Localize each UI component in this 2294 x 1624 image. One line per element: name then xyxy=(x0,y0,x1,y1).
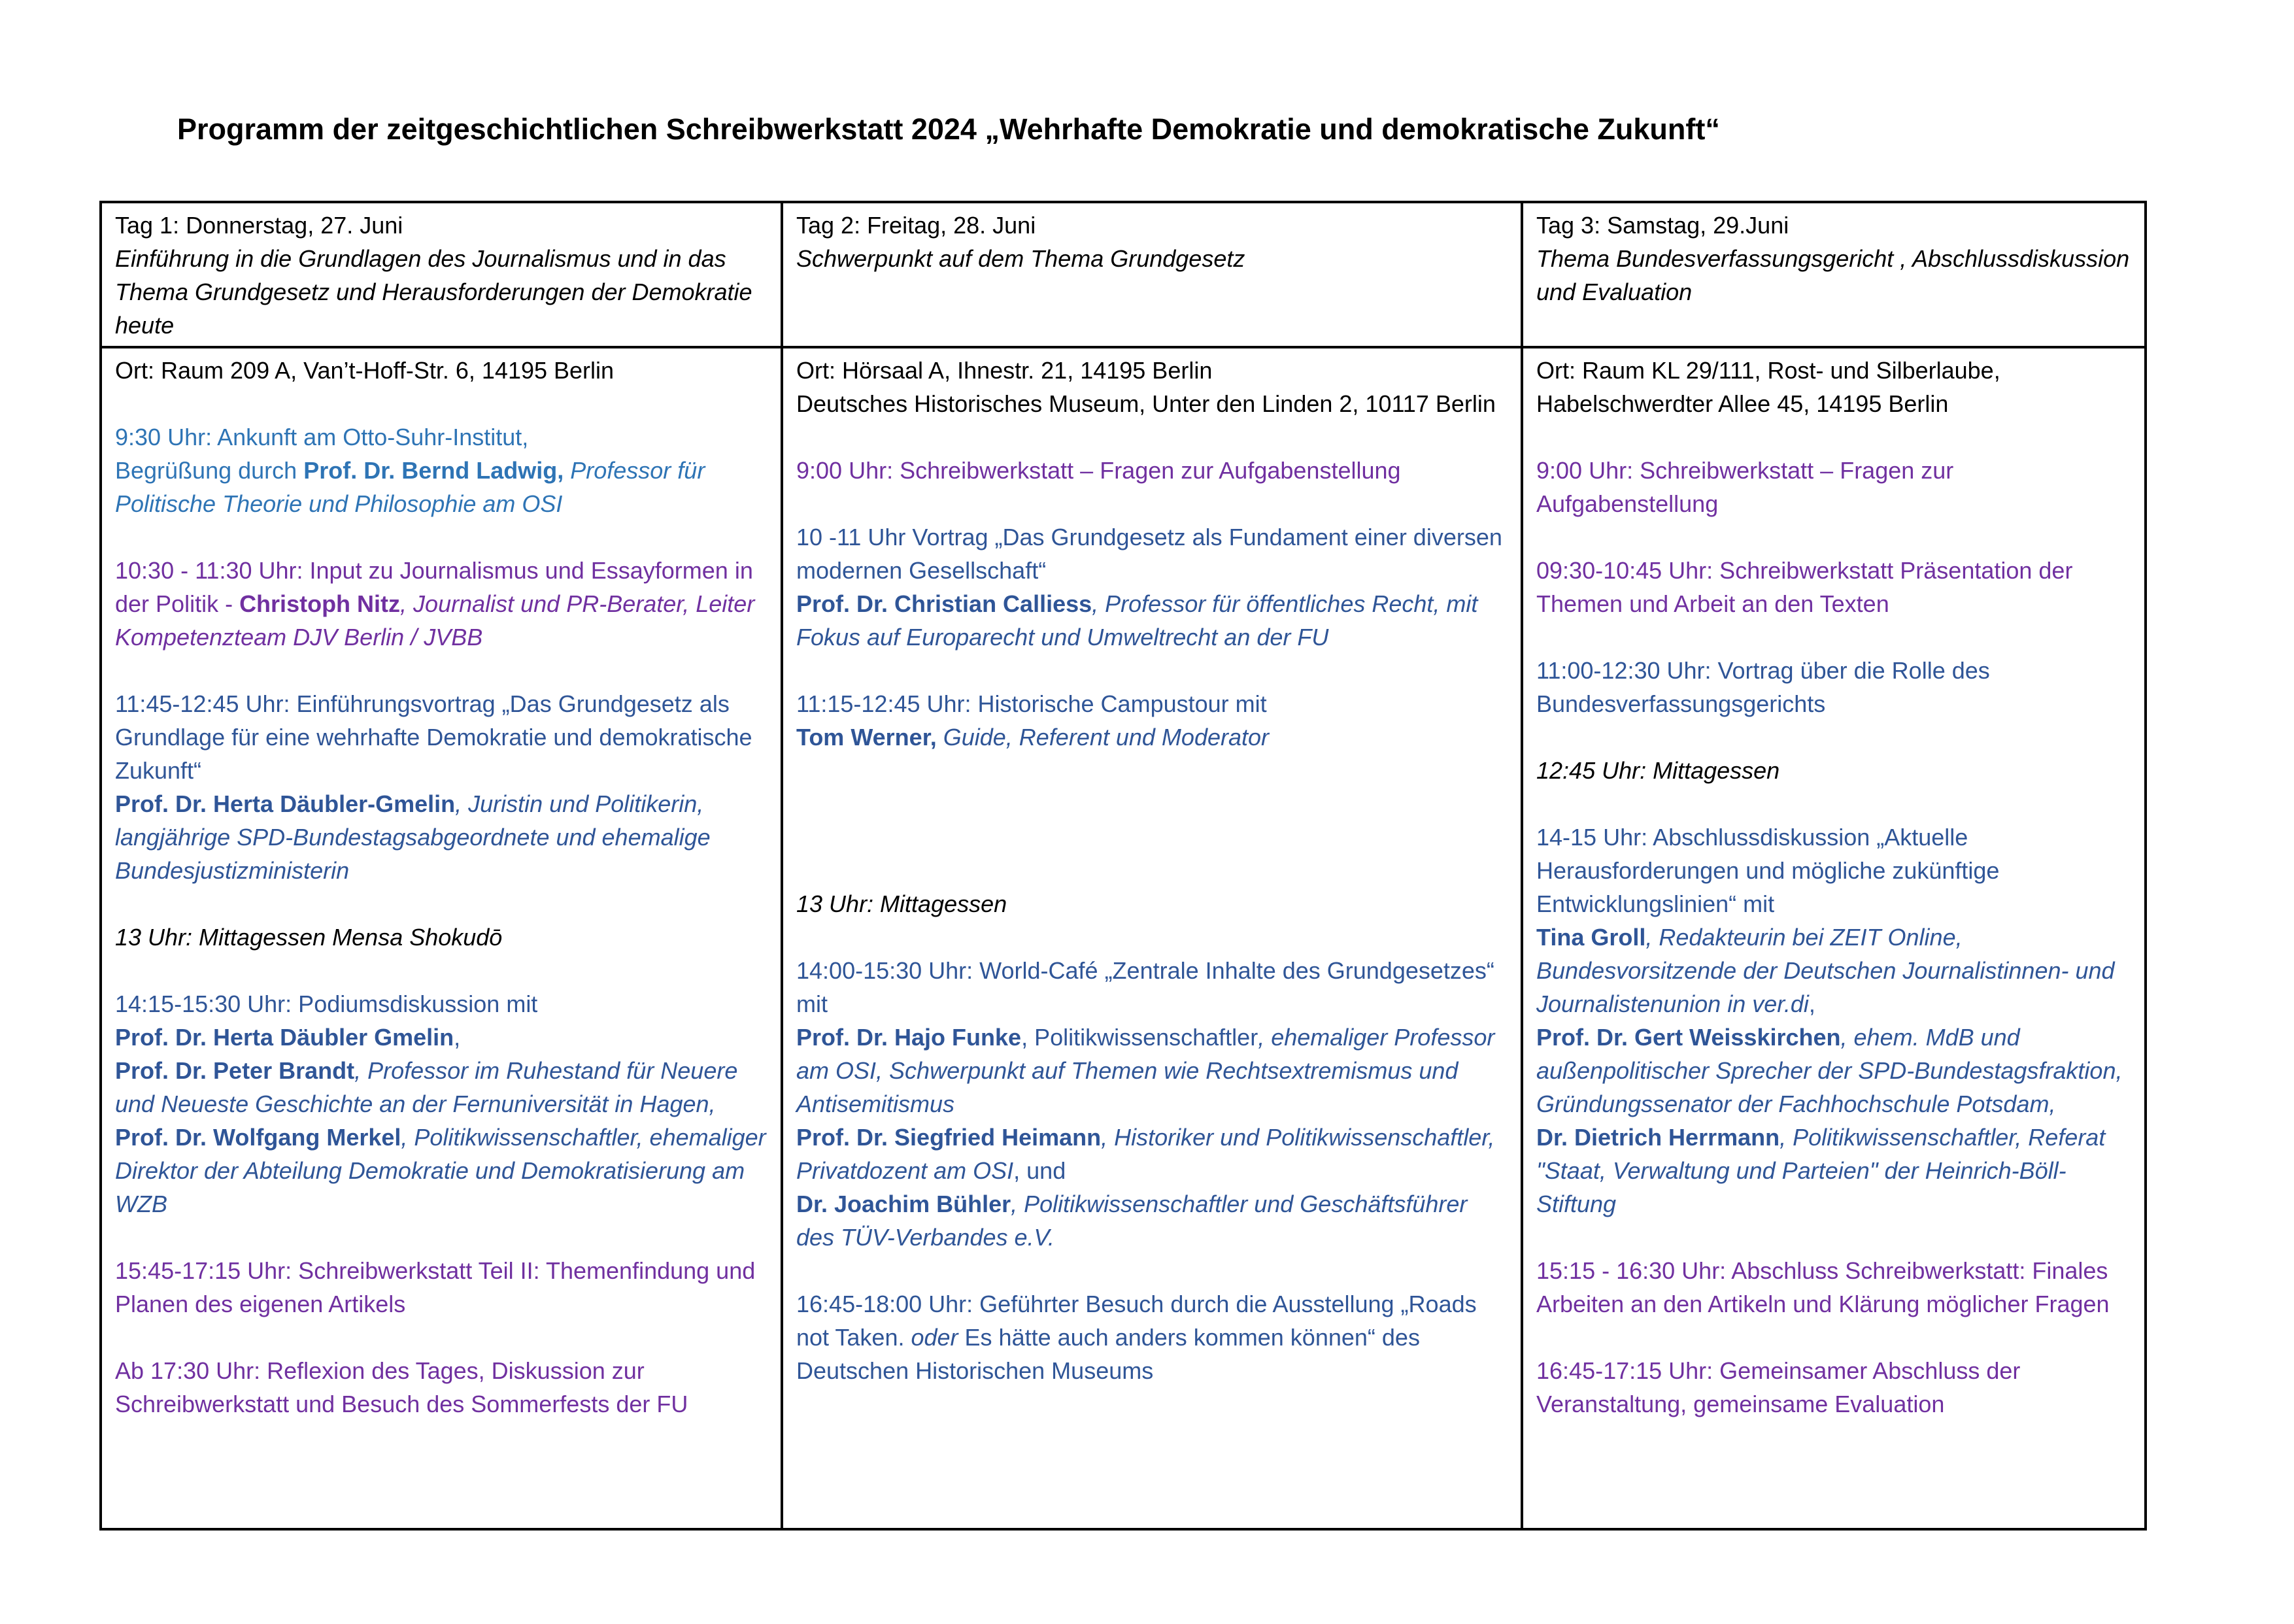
day1-theme: Einführung in die Grundlagen des Journalismus und in das Thema Grundgesetz und Herausforderungen der Demokratie heute xyxy=(115,245,752,339)
day2-theme: Schwerpunkt auf dem Thema Grundgesetz xyxy=(796,245,1245,272)
day3-theme: Thema Bundesverfassungsgericht , Abschlussdiskussion und Evaluation xyxy=(1536,245,2130,305)
speaker-name: Prof. Dr. Gert Weisskirchen xyxy=(1536,1024,1841,1051)
day1-event-reflection: Ab 17:30 Uhr: Reflexion des Tages, Diskussion zur Schreibwerkstatt und Besuch des Sommerfests der FU xyxy=(115,1357,688,1417)
day2-lunch: 13 Uhr: Mittagessen xyxy=(796,890,1007,917)
speaker-name: Prof. Dr. Wolfgang Merkel xyxy=(115,1124,401,1151)
speaker-name: Dr. Dietrich Herrmann xyxy=(1536,1124,1780,1151)
day1-event-arrival: 9:30 Uhr: Ankunft am Otto-Suhr-Institut, Begrüßung durch Prof. Dr. Bernd Ladwig, Professor für Politische Theorie und Philosophie am OSI xyxy=(115,424,705,517)
day1-event-input: 10:30 - 11:30 Uhr: Input zu Journalismus und Essayformen in der Politik - Christoph Nitz, Journalist und PR-Berater, Leiter Kompetenzteam DJV Berlin / JVBB xyxy=(115,557,755,651)
day1-event-panel: 14:15-15:30 Uhr: Podiumsdiskussion mit Prof. Dr. Herta Däubler Gmelin, Prof. Dr. Peter Brandt, Professor im Ruhestand für Neuere und Neueste Geschichte an der Fernuniversität in Hagen, Prof. Dr. Wolfgang Merkel, Politikwissenschaftler, ehemaliger Direktor der Abteilung Demokratie und Demokratisierung am WZB xyxy=(115,990,766,1217)
day2-event-workshop: 9:00 Uhr: Schreibwerkstatt – Fragen zur Aufgabenstellung xyxy=(796,457,1401,484)
table-body-row xyxy=(101,347,2146,1529)
speaker-name: Dr. Joachim Bühler xyxy=(796,1191,1011,1217)
document-title: Programm der zeitgeschichtlichen Schreibwerkstatt 2024 „Wehrhafte Demokratie und demokratische Zukunft“ xyxy=(177,112,1720,146)
speaker-name: Prof. Dr. Christian Calliess xyxy=(796,590,1092,617)
day3-event-workshop: 9:00 Uhr: Schreibwerkstatt – Fragen zur Aufgabenstellung xyxy=(1536,457,1954,517)
day3-event-lecture: 11:00-12:30 Uhr: Vortrag über die Rolle des Bundesverfassungsgerichts xyxy=(1536,657,1990,717)
day2-heading: Tag 2: Freitag, 28. Juni xyxy=(796,212,1036,239)
day1-event-workshop: 15:45-17:15 Uhr: Schreibwerkstatt Teil II: Themenfindung und Planen des eigenen Artikels xyxy=(115,1257,756,1317)
speaker-name: Prof. Dr. Bernd Ladwig, xyxy=(303,457,564,484)
speaker-name: Tom Werner, xyxy=(796,724,937,751)
day1-event-lecture: 11:45-12:45 Uhr: Einführungsvortrag „Das Grundgesetz als Grundlage für eine wehrhafte Demokratie und demokratische Zukunft“ Prof. Dr. Herta Däubler-Gmelin, Juristin und Politikerin, langjährige SPD-Bundestagsabgeordnete und ehemalige Bundesjustizministerin xyxy=(115,690,752,884)
day3-header-cell xyxy=(1522,202,2146,347)
day3-lunch: 12:45 Uhr: Mittagessen xyxy=(1536,757,1780,784)
day3-event-final-workshop: 15:15 - 16:30 Uhr: Abschluss Schreibwerkstatt: Finales Arbeiten an den Artikeln und Klärung möglicher Fragen xyxy=(1536,1257,2110,1317)
day3-heading: Tag 3: Samstag, 29.Juni xyxy=(1536,212,1789,239)
day2-header-cell xyxy=(782,202,1522,347)
day2-event-campustour: 11:15-12:45 Uhr: Historische Campustour mit Tom Werner, Guide, Referent und Moderator xyxy=(796,690,1270,751)
day1-schedule-cell xyxy=(101,347,782,1529)
speaker-name: Prof. Dr. Herta Däubler-Gmelin xyxy=(115,790,456,817)
day3-event-discussion: 14-15 Uhr: Abschlussdiskussion „Aktuelle Herausforderungen und mögliche zukünftige Entwicklungslinien“ mit Tina Groll, Redakteurin bei ZEIT Online, Bundesvorsitzende der Deutschen Journalistinnen- und Journalistenunion in ver.di, Prof. Dr. Gert Weisskirchen, ehem. MdB und außenpolitischer Sprecher der SPD-Bundestagsfraktion, Gründungssenator der Fachhochschule Potsdam, Dr. Dietrich Herrmann, Politikwissenschaftler, Referat "Staat, Verwaltung und Parteien" der Heinrich-Böll-Stiftung xyxy=(1536,824,2123,1217)
speaker-name: Prof. Dr. Herta Däubler Gmelin xyxy=(115,1024,454,1051)
day2-event-lecture: 10 -11 Uhr Vortrag „Das Grundgesetz als Fundament einer diversen modernen Gesellschaft“ Prof. Dr. Christian Calliess, Professor für öffentliches Recht, mit Fokus auf Europarecht und Umweltrecht an der FU xyxy=(796,524,1502,651)
day3-event-presentation: 09:30-10:45 Uhr: Schreibwerkstatt Präsentation der Themen und Arbeit an den Texten xyxy=(1536,557,2073,617)
day1-lunch: 13 Uhr: Mittagessen Mensa Shokudō xyxy=(115,924,503,951)
day3-schedule-cell xyxy=(1522,347,2146,1529)
day2-event-museum: 16:45-18:00 Uhr: Geführter Besuch durch die Ausstellung „Roads not Taken. oder Es hätte auch anders kommen können“ des Deutschen Historischen Museums xyxy=(796,1291,1477,1384)
program-table xyxy=(99,201,2147,1531)
table-header-row xyxy=(101,202,2146,347)
speaker-name: Christoph Nitz xyxy=(239,590,401,617)
day1-header-cell xyxy=(101,202,782,347)
day3-event-closing: 16:45-17:15 Uhr: Gemeinsamer Abschluss der Veranstaltung, gemeinsame Evaluation xyxy=(1536,1357,2021,1417)
day2-schedule-cell xyxy=(782,347,1522,1529)
day1-location: Ort: Raum 209 A, Van’t-Hoff-Str. 6, 14195 Berlin xyxy=(115,357,615,384)
speaker-name: Prof. Dr. Peter Brandt xyxy=(115,1057,355,1084)
speaker-name: Tina Groll xyxy=(1536,924,1646,951)
day2-location-2: Deutsches Historisches Museum, Unter den Linden 2, 10117 Berlin xyxy=(796,390,1496,417)
day3-location: Ort: Raum KL 29/111, Rost- und Silberlaube, Habelschwerdter Allee 45, 14195 Berlin xyxy=(1536,357,2000,417)
day2-event-worldcafe: 14:00-15:30 Uhr: World-Café „Zentrale Inhalte des Grundgesetzes“ mit Prof. Dr. Hajo Funke, Politikwissenschaftler, ehemaliger Professor am OSI, Schwerpunkt auf Themen wie Rechtsextremismus und Antisemitismus Prof. Dr. Siegfried Heimann, Historiker und Politikwissenschaftler, Privatdozent am OSI, und Dr. Joachim Bühler, Politikwissenschaftler und Geschäftsführer des TÜV-Verbandes e.V. xyxy=(796,957,1495,1251)
speaker-name: Prof. Dr. Siegfried Heimann xyxy=(796,1124,1102,1151)
day1-heading: Tag 1: Donnerstag, 27. Juni xyxy=(115,212,403,239)
speaker-name: Prof. Dr. Hajo Funke xyxy=(796,1024,1022,1051)
day2-location-1: Ort: Hörsaal A, Ihnestr. 21, 14195 Berlin xyxy=(796,357,1213,384)
